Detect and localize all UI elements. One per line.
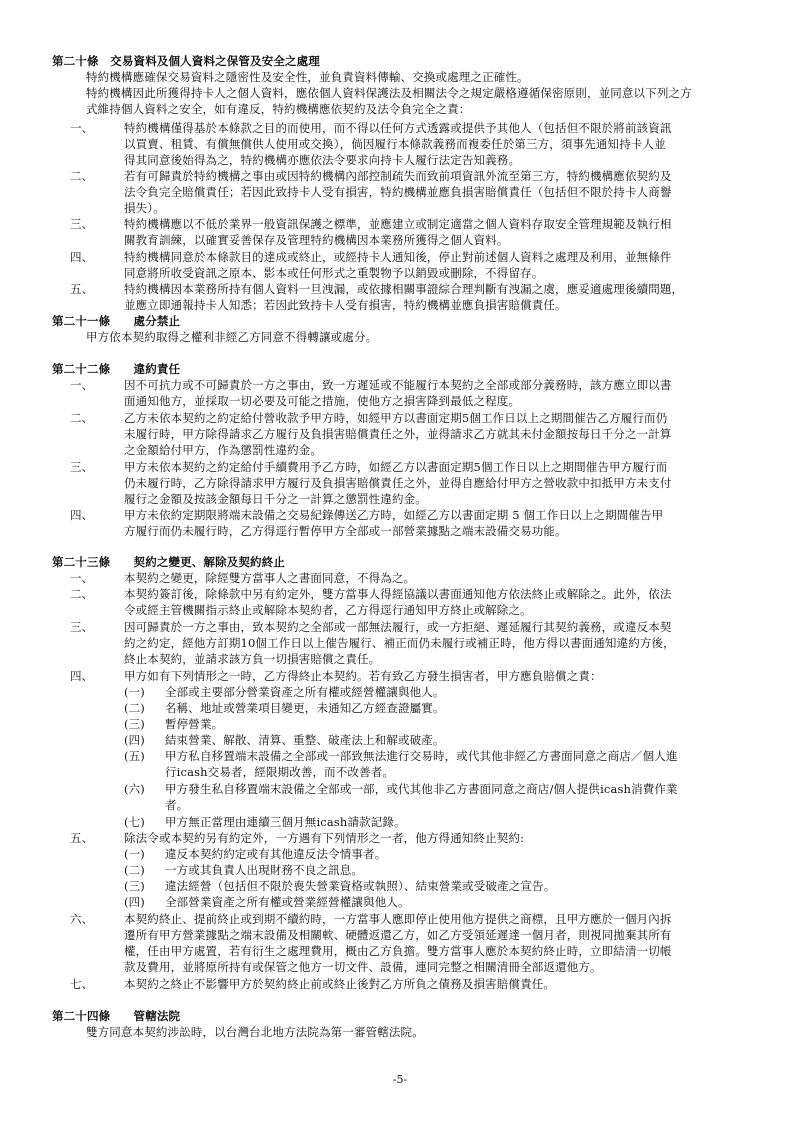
item-marker: 二、 (70, 411, 94, 425)
paragraph-line: 以買賣、租賃、有償無償供人使用或交換），倘因履行本條款義務而複委任於第三方，須事先通知持卡人並 (124, 137, 666, 151)
paragraph-line: 式維持個人資料之安全，如有違反，特約機構應依契約及法令負完全之責： (86, 102, 471, 116)
sub-item-text: 結束營業、解散、清算、重整、破產法上和解或破產。 (165, 733, 445, 747)
item-marker: 二、 (70, 169, 94, 183)
item-marker: 五、 (70, 831, 94, 845)
sub-item-marker: (三) (124, 879, 145, 893)
paragraph-line: 因不可抗力或不可歸責於一方之事由，致一方遲延或不能履行本契約之全部或部分義務時，該方應立即以書 (124, 378, 672, 392)
paragraph-line: 終止本契約，並請求該方負一切損害賠償之責任。 (124, 652, 381, 666)
paragraph-line: 未履行時，甲方除得請求乙方履行及負損害賠償責任之外，並得請求乙方就其未付金額按每日千分之一計算 (124, 427, 672, 441)
paragraph-line: 除法令或本契約另有約定外，一方遇有下列情形之一者，他方得通知終止契約: (124, 831, 525, 845)
item-marker: 一、 (70, 571, 94, 585)
paragraph-line: 因可歸責於一方之事由，致本契約之全部或一部無法履行，或一方拒絕、遲延履行其契約義務，或違反本契 (124, 620, 672, 634)
sub-item-text: 違反本契約約定或有其他違反法令情事者。 (165, 847, 387, 861)
item-marker: 四、 (70, 669, 94, 683)
paragraph-line: 甲方未依本契約之約定給付手續費用予乙方時，如經乙方以書面定期5個工作日以上之期間催告甲方履行而 (124, 460, 668, 474)
paragraph-line: 權，任由甲方處置，若有衍生之處理費用，概由乙方負擔。雙方當事人應於本契約終止時，立即結清一切帳 (124, 944, 672, 958)
sub-item-text: 名稱、地址或營業項目變更，未通知乙方經查證屬實。 (165, 701, 445, 715)
paragraph-line: 方履行而仍未履行時，乙方得逕行暫停甲方全部或一部營業據點之端末設備交易功能。 (124, 524, 567, 538)
article-20-heading: 第二十條 交易資料及個人資料之保管及安全之處理 (52, 54, 320, 68)
paragraph-line: 同意將所收受資訊之原本、影本或任何形式之重製物予以銷毀或刪除，不得留存。 (124, 266, 544, 280)
item-marker: 三、 (70, 460, 94, 474)
item-marker: 二、 (70, 587, 94, 601)
paragraph-line: 之金額給付甲方，作為懲罰性違約金。 (124, 443, 323, 457)
paragraph-line: 法令負完全賠償責任；若因此致持卡人受有損害，特約機構並應負損害賠償責任（包括但不限於持卡人商譽 (124, 185, 672, 199)
sub-item-marker: (二) (124, 863, 145, 877)
page-number: -5- (392, 1073, 408, 1086)
paragraph-line: 甲方未依約定期限將端末設備之交易紀錄傳送乙方時，如經乙方以書面定期 5 個工作日以上之期間催告甲 (124, 508, 664, 522)
paragraph-line: 本契約終止、提前終止或到期不續約時，一方當事人應即停止使用他方提供之商標，且甲方應於一個月內拆 (124, 912, 672, 926)
paragraph-line: 令或經主管機關指示終止或解除本契約者，乙方得逕行通知甲方終止或解除之。 (124, 603, 532, 617)
sub-item-marker: (四) (124, 733, 145, 747)
paragraph-line: 乙方未依本契約之約定給付營收款予甲方時，如經甲方以書面定期5個工作日以上之期間催告乙方履行而仍 (124, 411, 668, 425)
paragraph-line: 特約機構應確保交易資料之隱密性及安全性，並負責資料傳輸、交換或處理之正確性。 (86, 70, 529, 84)
paragraph-line: 遷所有甲方營業據點之端末設備及相關軟、硬體返還乙方，如乙方受領延遲達一個月者，則視同拋棄其所有 (124, 928, 672, 942)
sub-item-text: 行icash交易者，經限期改善，而不改善者。 (165, 765, 395, 779)
sub-item-text: 全部或主要部分營業資產之所有權或經營權讓與他人。 (165, 685, 445, 699)
sub-item-text: 者。 (165, 798, 189, 812)
paragraph-line: 面通知他方，並採取一切必要及可能之措施，使他方之損害降到最低之程度。 (124, 394, 521, 408)
article-22-heading: 第二十二條 違約責任 (52, 362, 181, 376)
paragraph-line: 特約機構同意於本條款目的達成或終止，或經持卡人通知後，停止對前述個人資料之處理及利用，並無條件 (124, 250, 672, 264)
paragraph-line: 特約機構僅得基於本條款之目的而使用，而不得以任何方式透露或提供予其他人（包括但不限於將前該資訊 (124, 121, 672, 135)
paragraph-line: 特約機構應以不低於業界一般資訊保護之標準，並應建立或制定適當之個人資料存取安全管理規範及執行相 (124, 217, 672, 231)
paragraph-line: 約之約定，經他方訂期10個工作日以上催告履行、補正而仍未履行或補正時，他方得以書面通知違約方後， (124, 636, 675, 650)
sub-item-text: 一方或其負責人出現財務不良之訊息。 (165, 863, 364, 877)
sub-item-text: 違法經營（包括但不限於喪失營業資格或執照）、結束營業或受破產之宣告。 (165, 879, 556, 893)
article-21-heading: 第二十一條 處分禁止 (52, 314, 181, 328)
paragraph-line: 款及費用，並將原所持有或保管之他方一切文件、設備，連同完整之相關清冊全部返還他方。 (124, 960, 602, 974)
paragraph-line: 雙方同意本契約涉訟時，以台灣台北地方法院為第一審管轄法院。 (86, 1025, 424, 1039)
paragraph-line: 甲方依本契約取得之權利非經乙方同意不得轉讓或處分。 (86, 330, 378, 344)
sub-item-text: 甲方發生私自移置端末設備之全部或一部，或代其他非乙方書面同意之商店/個人提供icash消費作業 (165, 782, 678, 796)
paragraph-line: 特約機構因此所獲得持卡人之個人資料，應依個人資料保護法及相關法令之規定嚴格遵循保密原則，並同意以下列之方 (86, 86, 692, 100)
article-24-heading: 第二十四條 管轄法院 (52, 1009, 181, 1023)
item-marker: 七、 (70, 977, 94, 991)
paragraph-line: 履行之金額及按該金額每日千分之一計算之懲罰性違約金。 (124, 492, 427, 506)
sub-item-marker: (一) (124, 847, 145, 861)
sub-item-marker: (二) (124, 701, 145, 715)
paragraph-line: 損失）。 (124, 201, 165, 215)
paragraph-line: 若有可歸責於特約機構之事由或因特約機構內部控制疏失而致前項資訊外流至第三方，特約機構應依契約及 (124, 169, 672, 183)
item-marker: 六、 (70, 912, 94, 926)
paragraph-line: 關教育訓練，以確實妥善保存及管理特約機構因本業務所獲得之個人資料。 (124, 233, 509, 247)
paragraph-line: 特約機構因本業務所持有個人資料一旦洩漏，或依據相關事證綜合理判斷有洩漏之虞，應妥適處理後續問題， (124, 282, 684, 296)
item-marker: 三、 (70, 217, 94, 231)
sub-item-text: 甲方私自移置端末設備之全部或一部致無法進行交易時，或代其他非經乙方書面同意之商店／個人進 (165, 749, 678, 763)
item-marker: 一、 (70, 378, 94, 392)
sub-item-marker: (四) (124, 895, 145, 909)
sub-item-text: 全部營業資產之所有權或營業經營權讓與他人。 (165, 895, 410, 909)
sub-item-marker: (七) (124, 815, 145, 829)
sub-item-marker: (六) (124, 782, 145, 796)
item-marker: 一、 (70, 121, 94, 135)
sub-item-marker: (一) (124, 685, 145, 699)
paragraph-line: 本契約簽訂後，除條款中另有約定外，雙方當事人得經協議以書面通知他方依法終止或解除之。此外，依法 (124, 587, 672, 601)
item-marker: 五、 (70, 282, 94, 296)
paragraph-line: 本契約之變更，除經雙方當事人之書面同意，不得為之。 (124, 571, 416, 585)
paragraph-line: 仍未履行時，乙方除得請求甲方履行及負損害賠償責任之外，並得自應給付甲方之營收款中扣抵甲方未支付 (124, 476, 672, 490)
item-marker: 三、 (70, 620, 94, 634)
article-23-heading: 第二十三條 契約之變更、解除及契約終止 (52, 555, 285, 569)
paragraph-line: 本契約之終止不影響甲方於契約終止前或終止後對乙方所負之債務及損害賠償責任。 (124, 977, 556, 991)
sub-item-marker: (三) (124, 717, 145, 731)
sub-item-text: 暫停營業。 (165, 717, 224, 731)
item-marker: 四、 (70, 250, 94, 264)
item-marker: 四、 (70, 508, 94, 522)
sub-item-text: 甲方無正當理由連續三個月無icash請款記錄。 (165, 815, 406, 829)
paragraph-line: 得其同意後始得為之，特約機構亦應依法令要求向持卡人履行法定告知義務。 (124, 153, 521, 167)
paragraph-line: 甲方如有下列情形之一時，乙方得終止本契約。若有致乙方發生損害者，甲方應負賠償之責： (124, 669, 602, 683)
sub-item-marker: (五) (124, 749, 145, 763)
paragraph-line: 並應立即通報持卡人知悉；若因此致持卡人受有損害，特約機構並應負損害賠償責任。 (124, 298, 567, 312)
